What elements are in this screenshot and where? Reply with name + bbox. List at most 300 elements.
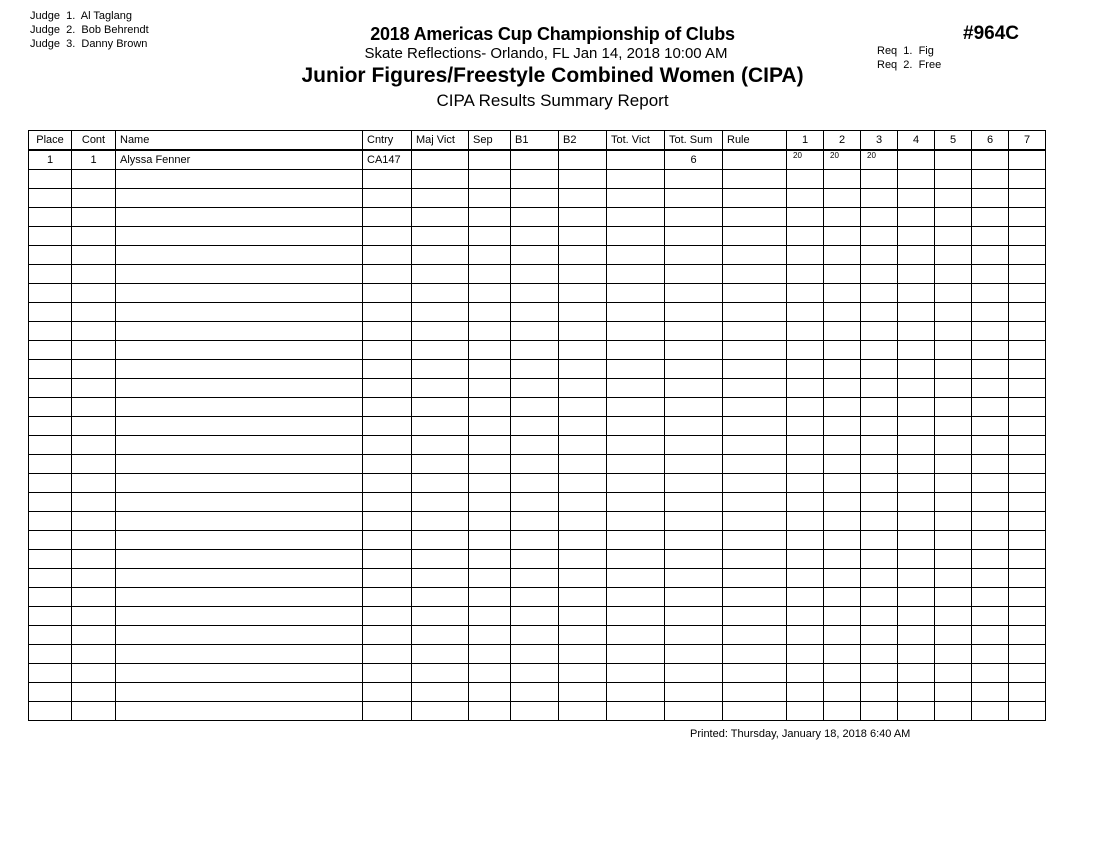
header-b2: B2 — [559, 131, 607, 151]
empty-cell — [1009, 417, 1046, 436]
empty-cell — [363, 360, 412, 379]
empty-cell — [787, 474, 824, 493]
empty-cell — [116, 474, 363, 493]
empty-cell — [935, 246, 972, 265]
empty-cell — [787, 702, 824, 721]
empty-cell — [972, 303, 1009, 322]
empty-cell — [29, 550, 72, 569]
empty-cell — [824, 683, 861, 702]
empty-cell — [972, 512, 1009, 531]
empty-cell — [469, 303, 511, 322]
empty-cell — [898, 607, 935, 626]
empty-cell — [29, 322, 72, 341]
empty-cell — [824, 417, 861, 436]
judge-3: Judge 3. Danny Brown — [30, 38, 148, 50]
empty-cell — [972, 474, 1009, 493]
empty-cell — [412, 322, 469, 341]
empty-cell — [469, 550, 511, 569]
empty-cell — [787, 398, 824, 417]
empty-cell — [363, 664, 412, 683]
empty-cell — [824, 265, 861, 284]
empty-cell — [363, 227, 412, 246]
empty-cell — [363, 246, 412, 265]
empty-cell — [935, 493, 972, 512]
empty-cell — [1009, 550, 1046, 569]
empty-cell — [665, 170, 723, 189]
empty-cell — [1009, 208, 1046, 227]
header-tot-vict: Tot. Vict — [607, 131, 665, 151]
empty-cell — [972, 322, 1009, 341]
empty-cell — [29, 189, 72, 208]
empty-cell — [972, 531, 1009, 550]
empty-cell — [116, 227, 363, 246]
empty-cell — [511, 683, 559, 702]
empty-cell — [898, 303, 935, 322]
empty-cell — [898, 246, 935, 265]
empty-cell — [412, 512, 469, 531]
empty-cell — [861, 284, 898, 303]
table-header-row — [29, 131, 1046, 151]
empty-cell — [607, 512, 665, 531]
empty-cell — [972, 208, 1009, 227]
empty-cell — [723, 360, 787, 379]
empty-cell — [723, 474, 787, 493]
empty-table-row — [29, 189, 1046, 208]
empty-cell — [511, 379, 559, 398]
empty-cell — [607, 455, 665, 474]
empty-cell — [972, 569, 1009, 588]
results-table — [28, 130, 1046, 721]
empty-cell — [72, 531, 116, 550]
empty-cell — [363, 303, 412, 322]
empty-cell — [116, 379, 363, 398]
empty-cell — [972, 265, 1009, 284]
empty-cell — [511, 284, 559, 303]
cell-tot-sum: 6 — [665, 150, 723, 170]
empty-cell — [469, 683, 511, 702]
empty-cell — [972, 588, 1009, 607]
empty-cell — [824, 360, 861, 379]
empty-cell — [511, 664, 559, 683]
empty-cell — [972, 702, 1009, 721]
empty-cell — [469, 588, 511, 607]
empty-cell — [559, 550, 607, 569]
empty-cell — [469, 189, 511, 208]
empty-cell — [511, 360, 559, 379]
empty-cell — [824, 702, 861, 721]
empty-cell — [607, 265, 665, 284]
empty-cell — [665, 436, 723, 455]
empty-cell — [898, 683, 935, 702]
empty-cell — [469, 455, 511, 474]
header-judge-3: 3 — [861, 131, 898, 151]
empty-cell — [972, 341, 1009, 360]
empty-cell — [29, 227, 72, 246]
empty-cell — [935, 398, 972, 417]
empty-cell — [1009, 664, 1046, 683]
empty-cell — [898, 474, 935, 493]
empty-cell — [972, 626, 1009, 645]
empty-cell — [72, 170, 116, 189]
empty-cell — [824, 303, 861, 322]
empty-cell — [861, 569, 898, 588]
empty-cell — [787, 303, 824, 322]
empty-cell — [511, 550, 559, 569]
empty-cell — [363, 512, 412, 531]
empty-cell — [787, 569, 824, 588]
empty-cell — [29, 626, 72, 645]
empty-cell — [363, 569, 412, 588]
empty-cell — [723, 246, 787, 265]
empty-cell — [607, 341, 665, 360]
empty-cell — [898, 227, 935, 246]
empty-cell — [787, 588, 824, 607]
empty-cell — [1009, 702, 1046, 721]
empty-cell — [898, 493, 935, 512]
empty-cell — [412, 474, 469, 493]
empty-cell — [116, 284, 363, 303]
empty-cell — [412, 246, 469, 265]
empty-cell — [363, 645, 412, 664]
empty-cell — [29, 474, 72, 493]
empty-cell — [935, 303, 972, 322]
empty-cell — [824, 398, 861, 417]
empty-cell — [1009, 607, 1046, 626]
empty-cell — [363, 379, 412, 398]
empty-cell — [412, 550, 469, 569]
header-place: Place — [29, 131, 72, 151]
empty-cell — [511, 189, 559, 208]
empty-cell — [412, 284, 469, 303]
requirement-1: Req 1. Fig — [877, 45, 934, 57]
empty-cell — [787, 607, 824, 626]
empty-cell — [607, 569, 665, 588]
empty-cell — [607, 398, 665, 417]
empty-cell — [116, 512, 363, 531]
empty-cell — [469, 626, 511, 645]
empty-cell — [511, 702, 559, 721]
empty-cell — [412, 170, 469, 189]
empty-cell — [787, 170, 824, 189]
empty-cell — [787, 645, 824, 664]
empty-cell — [511, 645, 559, 664]
empty-cell — [559, 303, 607, 322]
empty-cell — [824, 512, 861, 531]
empty-cell — [412, 341, 469, 360]
empty-cell — [861, 436, 898, 455]
empty-cell — [972, 664, 1009, 683]
empty-cell — [607, 436, 665, 455]
empty-cell — [861, 360, 898, 379]
empty-cell — [1009, 360, 1046, 379]
empty-cell — [1009, 398, 1046, 417]
empty-cell — [559, 398, 607, 417]
empty-cell — [116, 208, 363, 227]
empty-cell — [824, 189, 861, 208]
empty-cell — [116, 341, 363, 360]
empty-table-row — [29, 683, 1046, 702]
empty-cell — [665, 227, 723, 246]
empty-cell — [29, 683, 72, 702]
empty-cell — [723, 531, 787, 550]
empty-cell — [723, 664, 787, 683]
empty-cell — [665, 455, 723, 474]
empty-table-row — [29, 531, 1046, 550]
empty-table-row — [29, 398, 1046, 417]
empty-cell — [861, 531, 898, 550]
empty-cell — [412, 189, 469, 208]
empty-cell — [607, 170, 665, 189]
empty-cell — [723, 493, 787, 512]
empty-table-row — [29, 645, 1046, 664]
empty-cell — [29, 645, 72, 664]
empty-cell — [665, 664, 723, 683]
empty-cell — [363, 436, 412, 455]
empty-cell — [363, 398, 412, 417]
empty-cell — [116, 607, 363, 626]
empty-cell — [469, 512, 511, 531]
empty-cell — [412, 645, 469, 664]
empty-cell — [29, 265, 72, 284]
empty-cell — [469, 436, 511, 455]
empty-cell — [511, 569, 559, 588]
empty-cell — [559, 493, 607, 512]
empty-cell — [1009, 512, 1046, 531]
empty-cell — [898, 702, 935, 721]
cell-judge-3: 20 — [861, 150, 898, 170]
empty-cell — [511, 436, 559, 455]
empty-cell — [29, 303, 72, 322]
empty-cell — [607, 626, 665, 645]
empty-cell — [116, 626, 363, 645]
header-b1: B1 — [511, 131, 559, 151]
empty-cell — [787, 379, 824, 398]
empty-cell — [935, 683, 972, 702]
empty-cell — [511, 417, 559, 436]
empty-cell — [972, 170, 1009, 189]
empty-cell — [665, 588, 723, 607]
empty-cell — [972, 493, 1009, 512]
empty-cell — [363, 474, 412, 493]
empty-cell — [559, 474, 607, 493]
empty-cell — [29, 569, 72, 588]
empty-cell — [469, 607, 511, 626]
header-judge-6: 6 — [972, 131, 1009, 151]
empty-cell — [559, 227, 607, 246]
empty-cell — [72, 398, 116, 417]
empty-cell — [972, 360, 1009, 379]
empty-cell — [861, 607, 898, 626]
empty-cell — [116, 360, 363, 379]
empty-cell — [935, 588, 972, 607]
empty-cell — [29, 360, 72, 379]
empty-cell — [935, 360, 972, 379]
empty-cell — [511, 588, 559, 607]
empty-cell — [412, 664, 469, 683]
empty-cell — [665, 493, 723, 512]
empty-cell — [559, 360, 607, 379]
cell-b2 — [559, 150, 607, 170]
empty-cell — [29, 436, 72, 455]
empty-table-row — [29, 550, 1046, 569]
empty-cell — [412, 417, 469, 436]
empty-cell — [412, 265, 469, 284]
empty-cell — [898, 588, 935, 607]
empty-cell — [1009, 683, 1046, 702]
empty-cell — [116, 398, 363, 417]
empty-cell — [29, 341, 72, 360]
empty-cell — [469, 645, 511, 664]
empty-cell — [412, 227, 469, 246]
empty-cell — [412, 398, 469, 417]
cell-judge-4 — [898, 150, 935, 170]
empty-cell — [559, 189, 607, 208]
empty-cell — [861, 512, 898, 531]
empty-cell — [787, 265, 824, 284]
empty-cell — [665, 322, 723, 341]
empty-cell — [723, 436, 787, 455]
cell-judge-2: 20 — [824, 150, 861, 170]
empty-cell — [29, 607, 72, 626]
empty-cell — [72, 455, 116, 474]
empty-table-row — [29, 379, 1046, 398]
cell-place: 1 — [29, 150, 72, 170]
empty-cell — [898, 664, 935, 683]
empty-cell — [29, 531, 72, 550]
empty-cell — [469, 322, 511, 341]
empty-cell — [665, 683, 723, 702]
empty-cell — [665, 398, 723, 417]
empty-table-row — [29, 626, 1046, 645]
empty-cell — [972, 683, 1009, 702]
empty-cell — [469, 360, 511, 379]
cell-cntry: CA147 — [363, 150, 412, 170]
empty-cell — [935, 208, 972, 227]
empty-cell — [723, 398, 787, 417]
empty-cell — [511, 303, 559, 322]
empty-cell — [898, 417, 935, 436]
empty-cell — [412, 683, 469, 702]
empty-cell — [898, 626, 935, 645]
empty-cell — [972, 398, 1009, 417]
empty-table-row — [29, 702, 1046, 721]
cell-rule — [723, 150, 787, 170]
empty-cell — [607, 189, 665, 208]
empty-cell — [723, 189, 787, 208]
empty-table-row — [29, 265, 1046, 284]
empty-cell — [116, 664, 363, 683]
empty-cell — [861, 702, 898, 721]
empty-cell — [935, 170, 972, 189]
empty-cell — [363, 322, 412, 341]
empty-cell — [824, 493, 861, 512]
empty-cell — [935, 379, 972, 398]
empty-cell — [787, 208, 824, 227]
empty-cell — [665, 341, 723, 360]
empty-cell — [824, 341, 861, 360]
empty-cell — [72, 208, 116, 227]
empty-cell — [72, 474, 116, 493]
empty-cell — [363, 588, 412, 607]
empty-cell — [469, 379, 511, 398]
empty-cell — [824, 664, 861, 683]
empty-cell — [787, 189, 824, 208]
empty-cell — [972, 436, 1009, 455]
empty-cell — [116, 569, 363, 588]
empty-cell — [469, 474, 511, 493]
empty-cell — [898, 189, 935, 208]
empty-cell — [116, 189, 363, 208]
empty-cell — [824, 208, 861, 227]
empty-cell — [469, 227, 511, 246]
empty-cell — [29, 588, 72, 607]
empty-cell — [607, 322, 665, 341]
empty-cell — [116, 246, 363, 265]
empty-cell — [787, 227, 824, 246]
empty-cell — [559, 265, 607, 284]
empty-cell — [363, 284, 412, 303]
empty-cell — [861, 189, 898, 208]
empty-cell — [935, 626, 972, 645]
empty-cell — [972, 455, 1009, 474]
empty-cell — [511, 455, 559, 474]
empty-cell — [723, 341, 787, 360]
header-judge-5: 5 — [935, 131, 972, 151]
empty-cell — [72, 550, 116, 569]
empty-table-row — [29, 607, 1046, 626]
empty-cell — [935, 189, 972, 208]
empty-cell — [861, 170, 898, 189]
empty-cell — [607, 702, 665, 721]
empty-cell — [559, 664, 607, 683]
empty-cell — [607, 208, 665, 227]
empty-cell — [72, 360, 116, 379]
empty-cell — [72, 322, 116, 341]
empty-cell — [898, 360, 935, 379]
empty-cell — [1009, 569, 1046, 588]
empty-cell — [824, 170, 861, 189]
empty-cell — [72, 246, 116, 265]
empty-cell — [861, 588, 898, 607]
empty-cell — [972, 645, 1009, 664]
empty-cell — [787, 322, 824, 341]
header-judge-4: 4 — [898, 131, 935, 151]
empty-cell — [861, 455, 898, 474]
competition-title: 2018 Americas Cup Championship of Clubs — [370, 24, 735, 44]
event-number: #964C — [963, 23, 1019, 44]
printed-timestamp: Printed: Thursday, January 18, 2018 6:40 AM — [690, 728, 911, 740]
report-name: CIPA Results Summary Report — [436, 91, 669, 110]
judges-list — [30, 9, 149, 51]
empty-cell — [935, 227, 972, 246]
empty-cell — [29, 493, 72, 512]
cell-cont: 1 — [72, 150, 116, 170]
cell-b1 — [511, 150, 559, 170]
empty-cell — [861, 265, 898, 284]
empty-cell — [116, 531, 363, 550]
empty-cell — [29, 664, 72, 683]
empty-cell — [824, 436, 861, 455]
judge-1: Judge 1. Al Taglang — [30, 10, 132, 22]
empty-cell — [723, 265, 787, 284]
event-name: Junior Figures/Freestyle Combined Women (CIPA) — [301, 64, 804, 87]
empty-cell — [787, 626, 824, 645]
empty-cell — [824, 607, 861, 626]
empty-cell — [1009, 474, 1046, 493]
empty-cell — [363, 683, 412, 702]
empty-table-row — [29, 436, 1046, 455]
empty-cell — [559, 702, 607, 721]
